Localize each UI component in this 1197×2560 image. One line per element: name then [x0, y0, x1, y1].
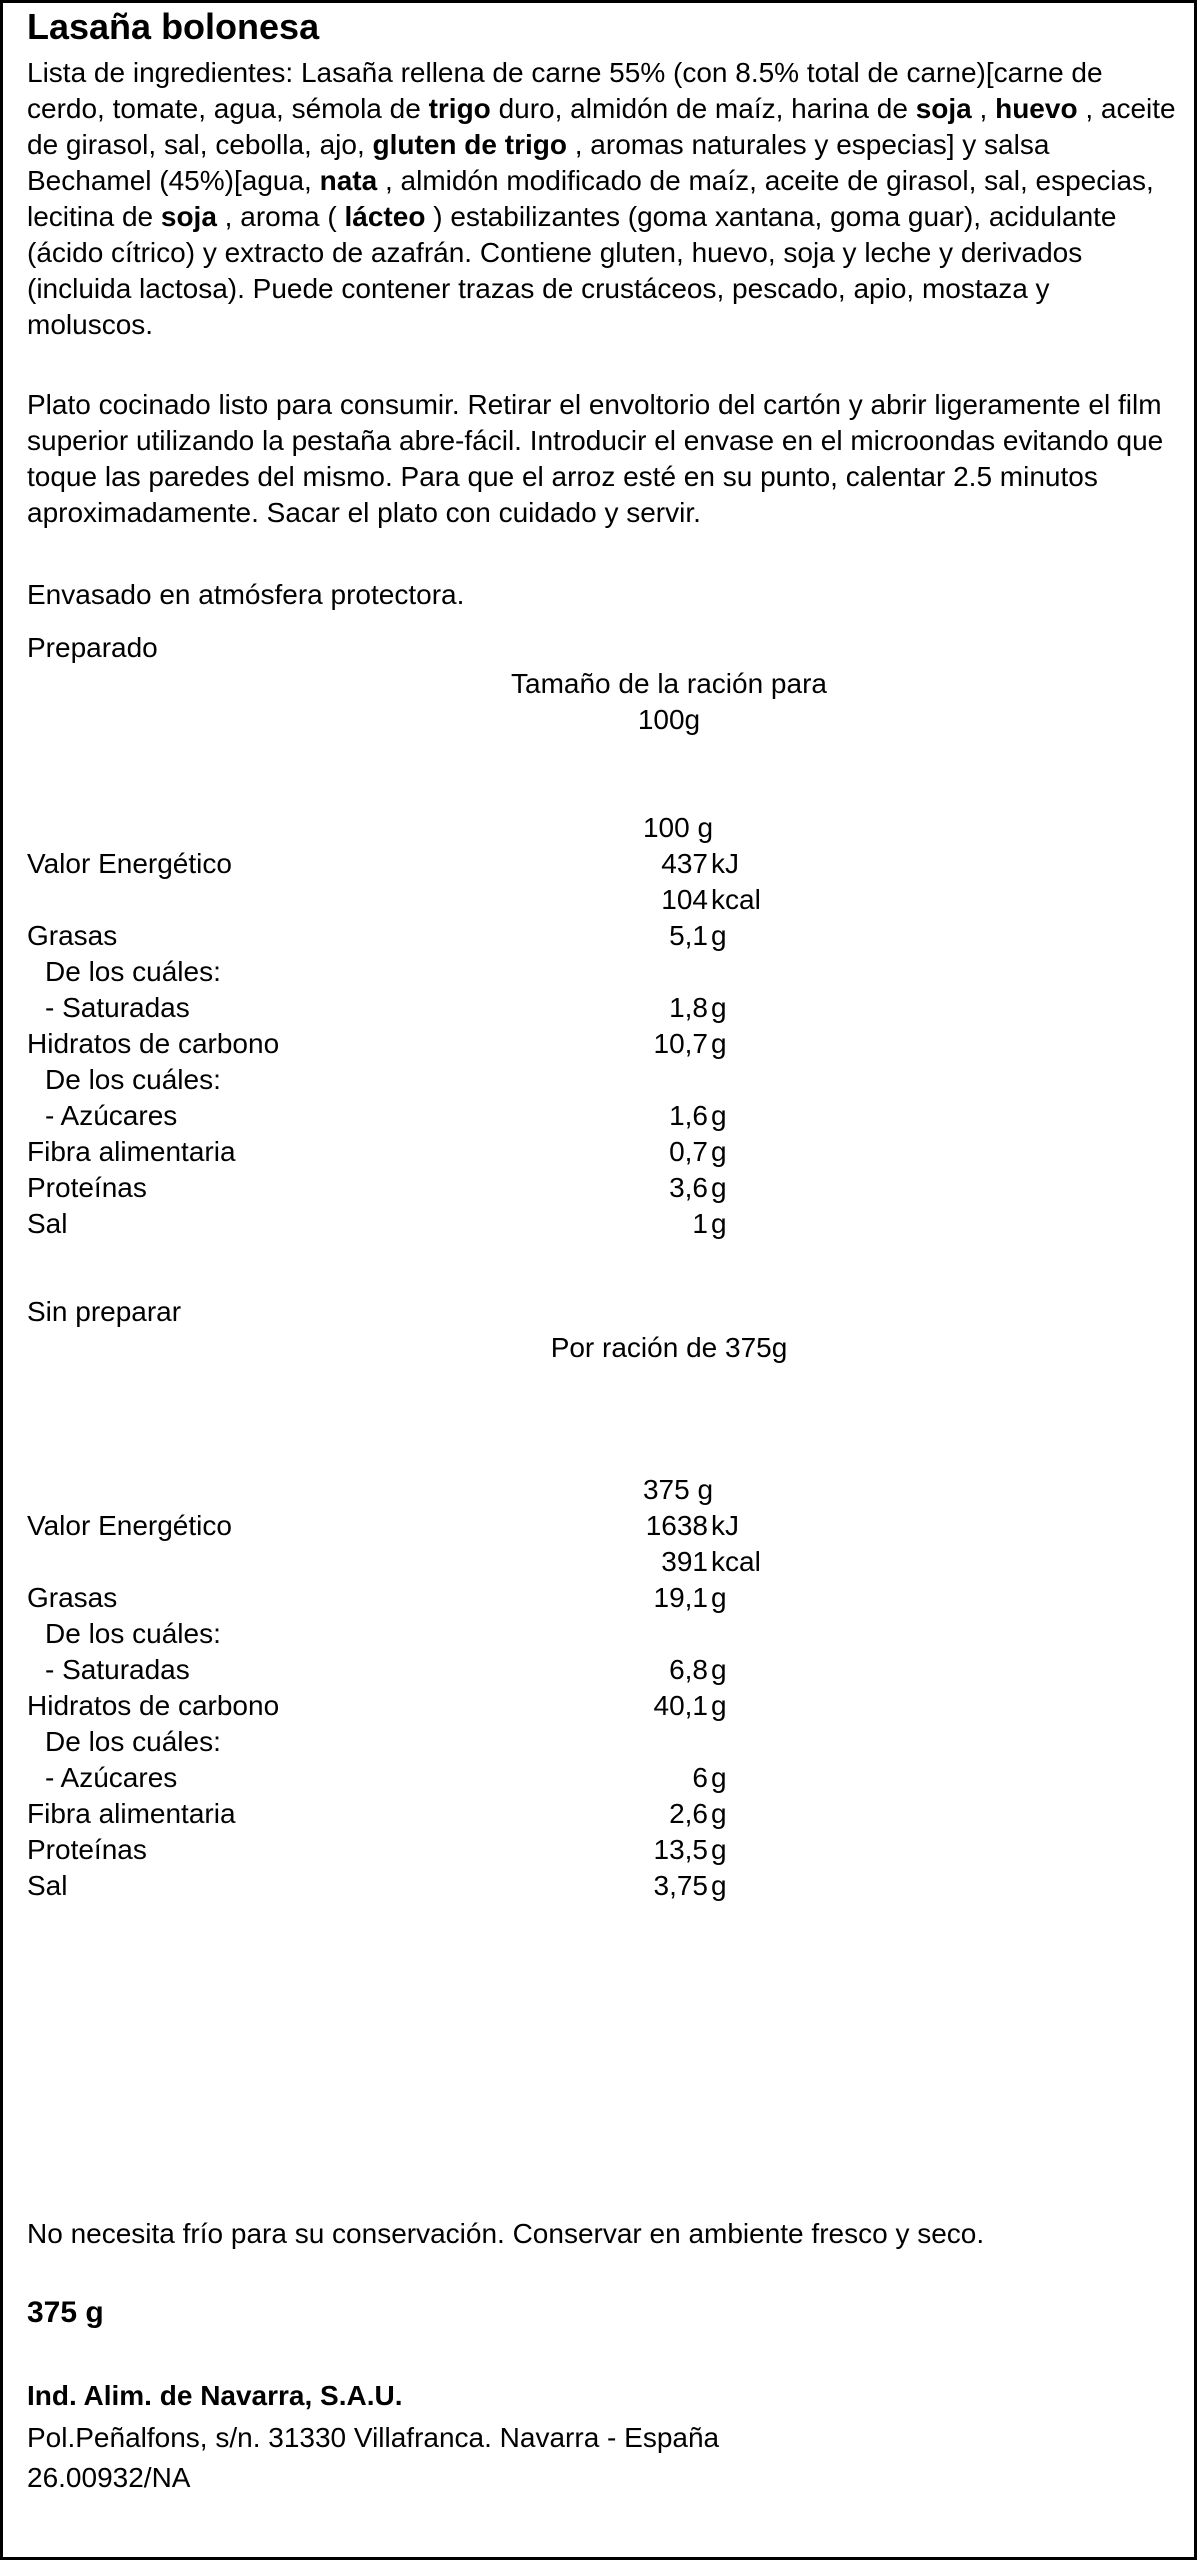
- prepared-fibre-value: 0,7: [669, 1136, 708, 1167]
- ingredients-text: duro, almidón de maíz, harina de: [490, 93, 916, 124]
- unprepared-fat-unit: g: [711, 1582, 727, 1613]
- prepared-saturated-unit: g: [711, 992, 727, 1023]
- prepared-section-label: Preparado: [27, 632, 158, 663]
- prepared-salt-label: Sal: [27, 1208, 68, 1239]
- unprepared-carbs-unit: g: [711, 1690, 727, 1721]
- prepared-fibre-unit: g: [711, 1136, 727, 1167]
- allergen-gluten: gluten de trigo: [372, 129, 567, 160]
- unprepared-sugars-value: 6: [692, 1762, 708, 1793]
- packaging-note: Envasado en atmósfera protectora.: [27, 579, 465, 610]
- ingredients-list: [27, 55, 1177, 343]
- unprepared-carbs-value: 40,1: [653, 1690, 708, 1721]
- ingredients-text: , almidón modificado de maíz, aceite de girasol, sal, especias, lecitina de: [27, 165, 1154, 232]
- prepared-sugars-label: - Azúcares: [45, 1100, 178, 1131]
- unprepared-section-label: Sin preparar: [27, 1296, 182, 1327]
- unprepared-sugars-label: - Azúcares: [45, 1762, 178, 1793]
- unprepared-salt-label: Sal: [27, 1870, 68, 1901]
- ingredients-text: , aroma (: [216, 201, 345, 232]
- manufacturer-name: Ind. Alim. de Navarra, S.A.U.: [27, 2380, 403, 2411]
- unprepared-energy-kj-unit: kJ: [711, 1510, 739, 1541]
- prepared-saturated-value: 1,8: [669, 992, 708, 1023]
- prepared-fibre-label: Fibra alimentaria: [27, 1136, 236, 1167]
- unprepared-column-header: 375 g: [642, 1474, 714, 1505]
- unprepared-fibre-unit: g: [711, 1798, 727, 1829]
- prepared-serving-line2: 100g: [637, 704, 701, 735]
- prepared-of-which2-label: De los cuáles:: [45, 1064, 221, 1095]
- preparation-instructions: Plato cocinado listo para consumir. Retirar el envoltorio del cartón y abrir ligeramente el film superior utilizando la pestaña abre-fácil. Introducir el envase en el microondas evitando que toque las paredes del mismo. Para que el arroz esté en su punto, calentar 2.5 minutos aproximadamente. Sacar el plato con cuidado y servir.: [27, 389, 1164, 528]
- prepared-fat-unit: g: [711, 920, 727, 951]
- ingredients-text: , aceite de girasol, sal, cebolla, ajo,: [27, 93, 1176, 160]
- unprepared-protein-unit: g: [711, 1834, 727, 1865]
- allergen-soja: soja: [915, 93, 972, 124]
- allergen-soja-2: soja: [160, 201, 217, 232]
- prepared-energy-kj-unit: kJ: [711, 848, 739, 879]
- ingredients-text: Lista de ingredientes: Lasaña rellena de carne 55% (con 8.5% total de carne)[carne de cerdo, tomate, agua, sémola de: [27, 57, 1103, 124]
- unprepared-energy-kj-value: 1638: [645, 1510, 708, 1541]
- prepared-energy-kcal-unit: kcal: [711, 884, 761, 915]
- prepared-protein-unit: g: [711, 1172, 727, 1203]
- prepared-saturated-label: - Saturadas: [45, 992, 190, 1023]
- prepared-protein-value: 3,6: [669, 1172, 708, 1203]
- unprepared-salt-unit: g: [711, 1870, 727, 1901]
- net-weight: 375 g: [27, 2296, 104, 2329]
- allergen-nata: nata: [319, 165, 378, 196]
- unprepared-saturated-value: 6,8: [669, 1654, 708, 1685]
- unprepared-carbs-label: Hidratos de carbono: [27, 1690, 280, 1721]
- unprepared-fat-value: 19,1: [653, 1582, 708, 1613]
- unprepared-energy-label: Valor Energético: [27, 1510, 232, 1541]
- allergen-lacteo: lácteo: [344, 201, 426, 232]
- product-title: Lasaña bolonesa: [27, 6, 320, 47]
- prepared-fat-value: 5,1: [669, 920, 708, 951]
- allergen-huevo: huevo: [995, 93, 1078, 124]
- manufacturer-address: Pol.Peñalfons, s/n. 31330 Villafranca. Navarra - España: [27, 2422, 720, 2453]
- prepared-carbs-value: 10,7: [653, 1028, 708, 1059]
- unprepared-fibre-label: Fibra alimentaria: [27, 1798, 236, 1829]
- unprepared-salt-value: 3,75: [653, 1870, 708, 1901]
- unprepared-energy-kcal-value: 391: [661, 1546, 708, 1577]
- prepared-sugars-value: 1,6: [669, 1100, 708, 1131]
- prepared-salt-unit: g: [711, 1208, 727, 1239]
- prepared-energy-kj-value: 437: [661, 848, 708, 879]
- storage-instructions: No necesita frío para su conservación. Conservar en ambiente fresco y seco.: [27, 2218, 985, 2249]
- unprepared-serving-line: Por ración de 375g: [550, 1332, 788, 1363]
- unprepared-energy-kcal-unit: kcal: [711, 1546, 761, 1577]
- unprepared-of-which-label: De los cuáles:: [45, 1618, 221, 1649]
- prepared-of-which-label: De los cuáles:: [45, 956, 221, 987]
- allergen-trigo: trigo: [428, 93, 491, 124]
- unprepared-fat-label: Grasas: [27, 1582, 118, 1613]
- prepared-carbs-unit: g: [711, 1028, 727, 1059]
- prepared-energy-kcal-value: 104: [661, 884, 708, 915]
- prepared-protein-label: Proteínas: [27, 1172, 147, 1203]
- unprepared-protein-value: 13,5: [653, 1834, 708, 1865]
- ingredients-text: ) estabilizantes (goma xantana, goma guar), acidulante (ácido cítrico) y extracto de azafrán. Contiene gluten, huevo, soja y leche y derivados (incluida lactosa). Puede contener trazas de crustáceos, pescado, apio, mostaza y moluscos.: [27, 201, 1117, 340]
- prepared-serving-line1: Tamaño de la ración para: [511, 668, 827, 699]
- registry-number: 26.00932/NA: [27, 2462, 191, 2493]
- prepared-salt-value: 1: [692, 1208, 708, 1239]
- unprepared-saturated-unit: g: [711, 1654, 727, 1685]
- unprepared-fibre-value: 2,6: [669, 1798, 708, 1829]
- prepared-carbs-label: Hidratos de carbono: [27, 1028, 280, 1059]
- ingredients-text: , aromas naturales y especias] y salsa Bechamel (45%)[agua,: [27, 129, 1050, 196]
- prepared-column-header: 100 g: [642, 812, 714, 843]
- ingredients-text: ,: [971, 93, 996, 124]
- unprepared-of-which2-label: De los cuáles:: [45, 1726, 221, 1757]
- prepared-fat-label: Grasas: [27, 920, 118, 951]
- unprepared-saturated-label: - Saturadas: [45, 1654, 190, 1685]
- unprepared-protein-label: Proteínas: [27, 1834, 147, 1865]
- prepared-energy-label: Valor Energético: [27, 848, 232, 879]
- unprepared-sugars-unit: g: [711, 1762, 727, 1793]
- prepared-sugars-unit: g: [711, 1100, 727, 1131]
